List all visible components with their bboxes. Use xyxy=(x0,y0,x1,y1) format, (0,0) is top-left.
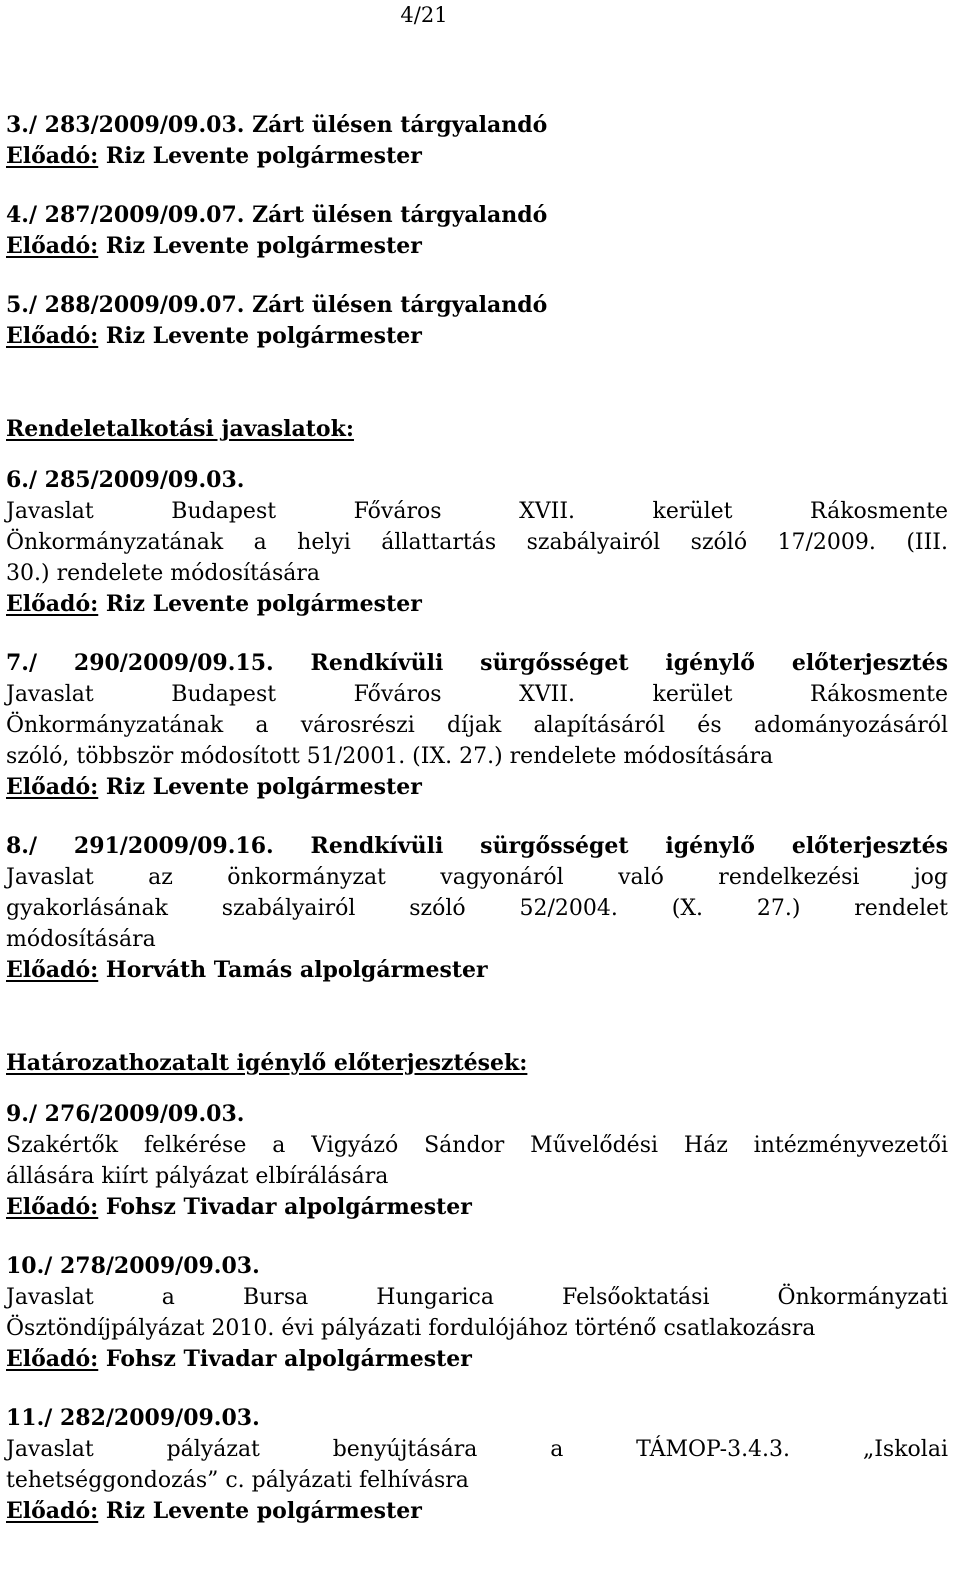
agenda-item-8 xyxy=(6,831,948,986)
item-header xyxy=(6,831,948,862)
item-description-line: Önkormányzatának a helyi állattartás szabályairól szóló 17/2009. (III. xyxy=(6,530,948,555)
presenter-name: Fohsz Tivadar alpolgármester xyxy=(105,1346,472,1372)
item-number: 4./ 287/2009/09.07. xyxy=(6,202,245,228)
item-description-line: Szakértők felkérése a Vigyázó Sándor Művelődési Ház intézményvezetői xyxy=(6,1133,948,1158)
agenda-item-6 xyxy=(6,465,948,620)
presenter-label: Előadó: xyxy=(6,1498,99,1524)
item-description-line: gyakorlásának szabályairól szóló 52/2004. (X. 27.) rendelet xyxy=(6,896,948,921)
urgent-note: Rendkívüli sürgősséget igénylő előterjesztés xyxy=(310,650,948,676)
agenda-item-3 xyxy=(6,110,948,172)
item-number: 3./ 283/2009/09.03. xyxy=(6,112,245,138)
page-number: 4/21 xyxy=(400,3,448,27)
presenter-line xyxy=(6,772,948,803)
item-description-line: 30.) rendelete módosítására xyxy=(6,561,321,586)
presenter-line xyxy=(6,589,948,620)
agenda-list xyxy=(6,110,948,1527)
agenda-item-5 xyxy=(6,290,948,352)
agenda-item-4 xyxy=(6,200,948,262)
urgent-note: Rendkívüli sürgősséget igénylő előterjesztés xyxy=(310,833,948,859)
item-description-line: szóló, többször módosított 51/2001. (IX. 27.) rendelete módosítására xyxy=(6,744,774,769)
item-number: 8./ 291/2009/09.16. xyxy=(6,833,274,859)
item-number: 9./ 276/2009/09.03. xyxy=(6,1101,245,1127)
item-number: 7./ 290/2009/09.15. xyxy=(6,650,274,676)
presenter-name: Fohsz Tivadar alpolgármester xyxy=(105,1194,472,1220)
presenter-line xyxy=(6,1344,948,1375)
section-heading-resolutions: Határozathozatalt igénylő előterjesztések: xyxy=(6,1050,528,1076)
item-header xyxy=(6,290,948,321)
presenter-label: Előadó: xyxy=(6,591,99,617)
presenter-name: Riz Levente polgármester xyxy=(105,323,422,349)
item-number: 6./ 285/2009/09.03. xyxy=(6,467,245,493)
item-header xyxy=(6,648,948,679)
agenda-item-9 xyxy=(6,1099,948,1223)
presenter-name: Riz Levente polgármester xyxy=(105,774,422,800)
item-description-line: tehetséggondozás” c. pályázati felhívásra xyxy=(6,1468,469,1493)
item-description-line: állására kiírt pályázat elbírálására xyxy=(6,1164,389,1189)
item-number: 10./ 278/2009/09.03. xyxy=(6,1253,260,1279)
item-description-line: Javaslat Budapest Főváros XVII. kerület Rákosmente xyxy=(6,682,948,707)
presenter-line xyxy=(6,141,948,172)
agenda-item-10 xyxy=(6,1251,948,1375)
item-header xyxy=(6,110,948,141)
closed-session-note: Zárt ülésen tárgyalandó xyxy=(252,112,548,138)
item-description-line: Önkormányzatának a városrészi díjak alapításáról és adományozásáról xyxy=(6,713,948,738)
presenter-line xyxy=(6,321,948,352)
item-description-line: Javaslat pályázat benyújtására a TÁMOP-3.4.3. „Iskolai xyxy=(6,1437,948,1462)
presenter-name: Riz Levente polgármester xyxy=(105,1498,422,1524)
presenter-name: Riz Levente polgármester xyxy=(105,233,422,259)
presenter-label: Előadó: xyxy=(6,774,99,800)
presenter-name: Riz Levente polgármester xyxy=(105,591,422,617)
item-description-line: Javaslat Budapest Főváros XVII. kerület Rákosmente xyxy=(6,499,948,524)
item-description-line: Javaslat az önkormányzat vagyonáról való rendelkezési jog xyxy=(6,865,948,890)
agenda-item-11 xyxy=(6,1403,948,1527)
presenter-label: Előadó: xyxy=(6,1346,99,1372)
item-number: 11./ 282/2009/09.03. xyxy=(6,1405,260,1431)
agenda-item-7 xyxy=(6,648,948,803)
item-description-line: módosítására xyxy=(6,927,156,952)
item-header xyxy=(6,200,948,231)
presenter-line xyxy=(6,1496,948,1527)
presenter-name: Riz Levente polgármester xyxy=(105,143,422,169)
presenter-label: Előadó: xyxy=(6,957,99,983)
presenter-label: Előadó: xyxy=(6,143,99,169)
presenter-label: Előadó: xyxy=(6,1194,99,1220)
item-number: 5./ 288/2009/09.07. xyxy=(6,292,245,318)
item-description-line: Ösztöndíjpályázat 2010. évi pályázati fordulójához történő csatlakozásra xyxy=(6,1316,816,1341)
presenter-label: Előadó: xyxy=(6,233,99,259)
presenter-name: Horváth Tamás alpolgármester xyxy=(105,957,488,983)
presenter-line xyxy=(6,955,948,986)
presenter-line xyxy=(6,1192,948,1223)
item-description-line: Javaslat a Bursa Hungarica Felsőoktatási Önkormányzati xyxy=(6,1285,948,1310)
presenter-label: Előadó: xyxy=(6,323,99,349)
presenter-line xyxy=(6,231,948,262)
closed-session-note: Zárt ülésen tárgyalandó xyxy=(252,202,548,228)
closed-session-note: Zárt ülésen tárgyalandó xyxy=(252,292,548,318)
section-heading-regulations: Rendeletalkotási javaslatok: xyxy=(6,416,354,442)
